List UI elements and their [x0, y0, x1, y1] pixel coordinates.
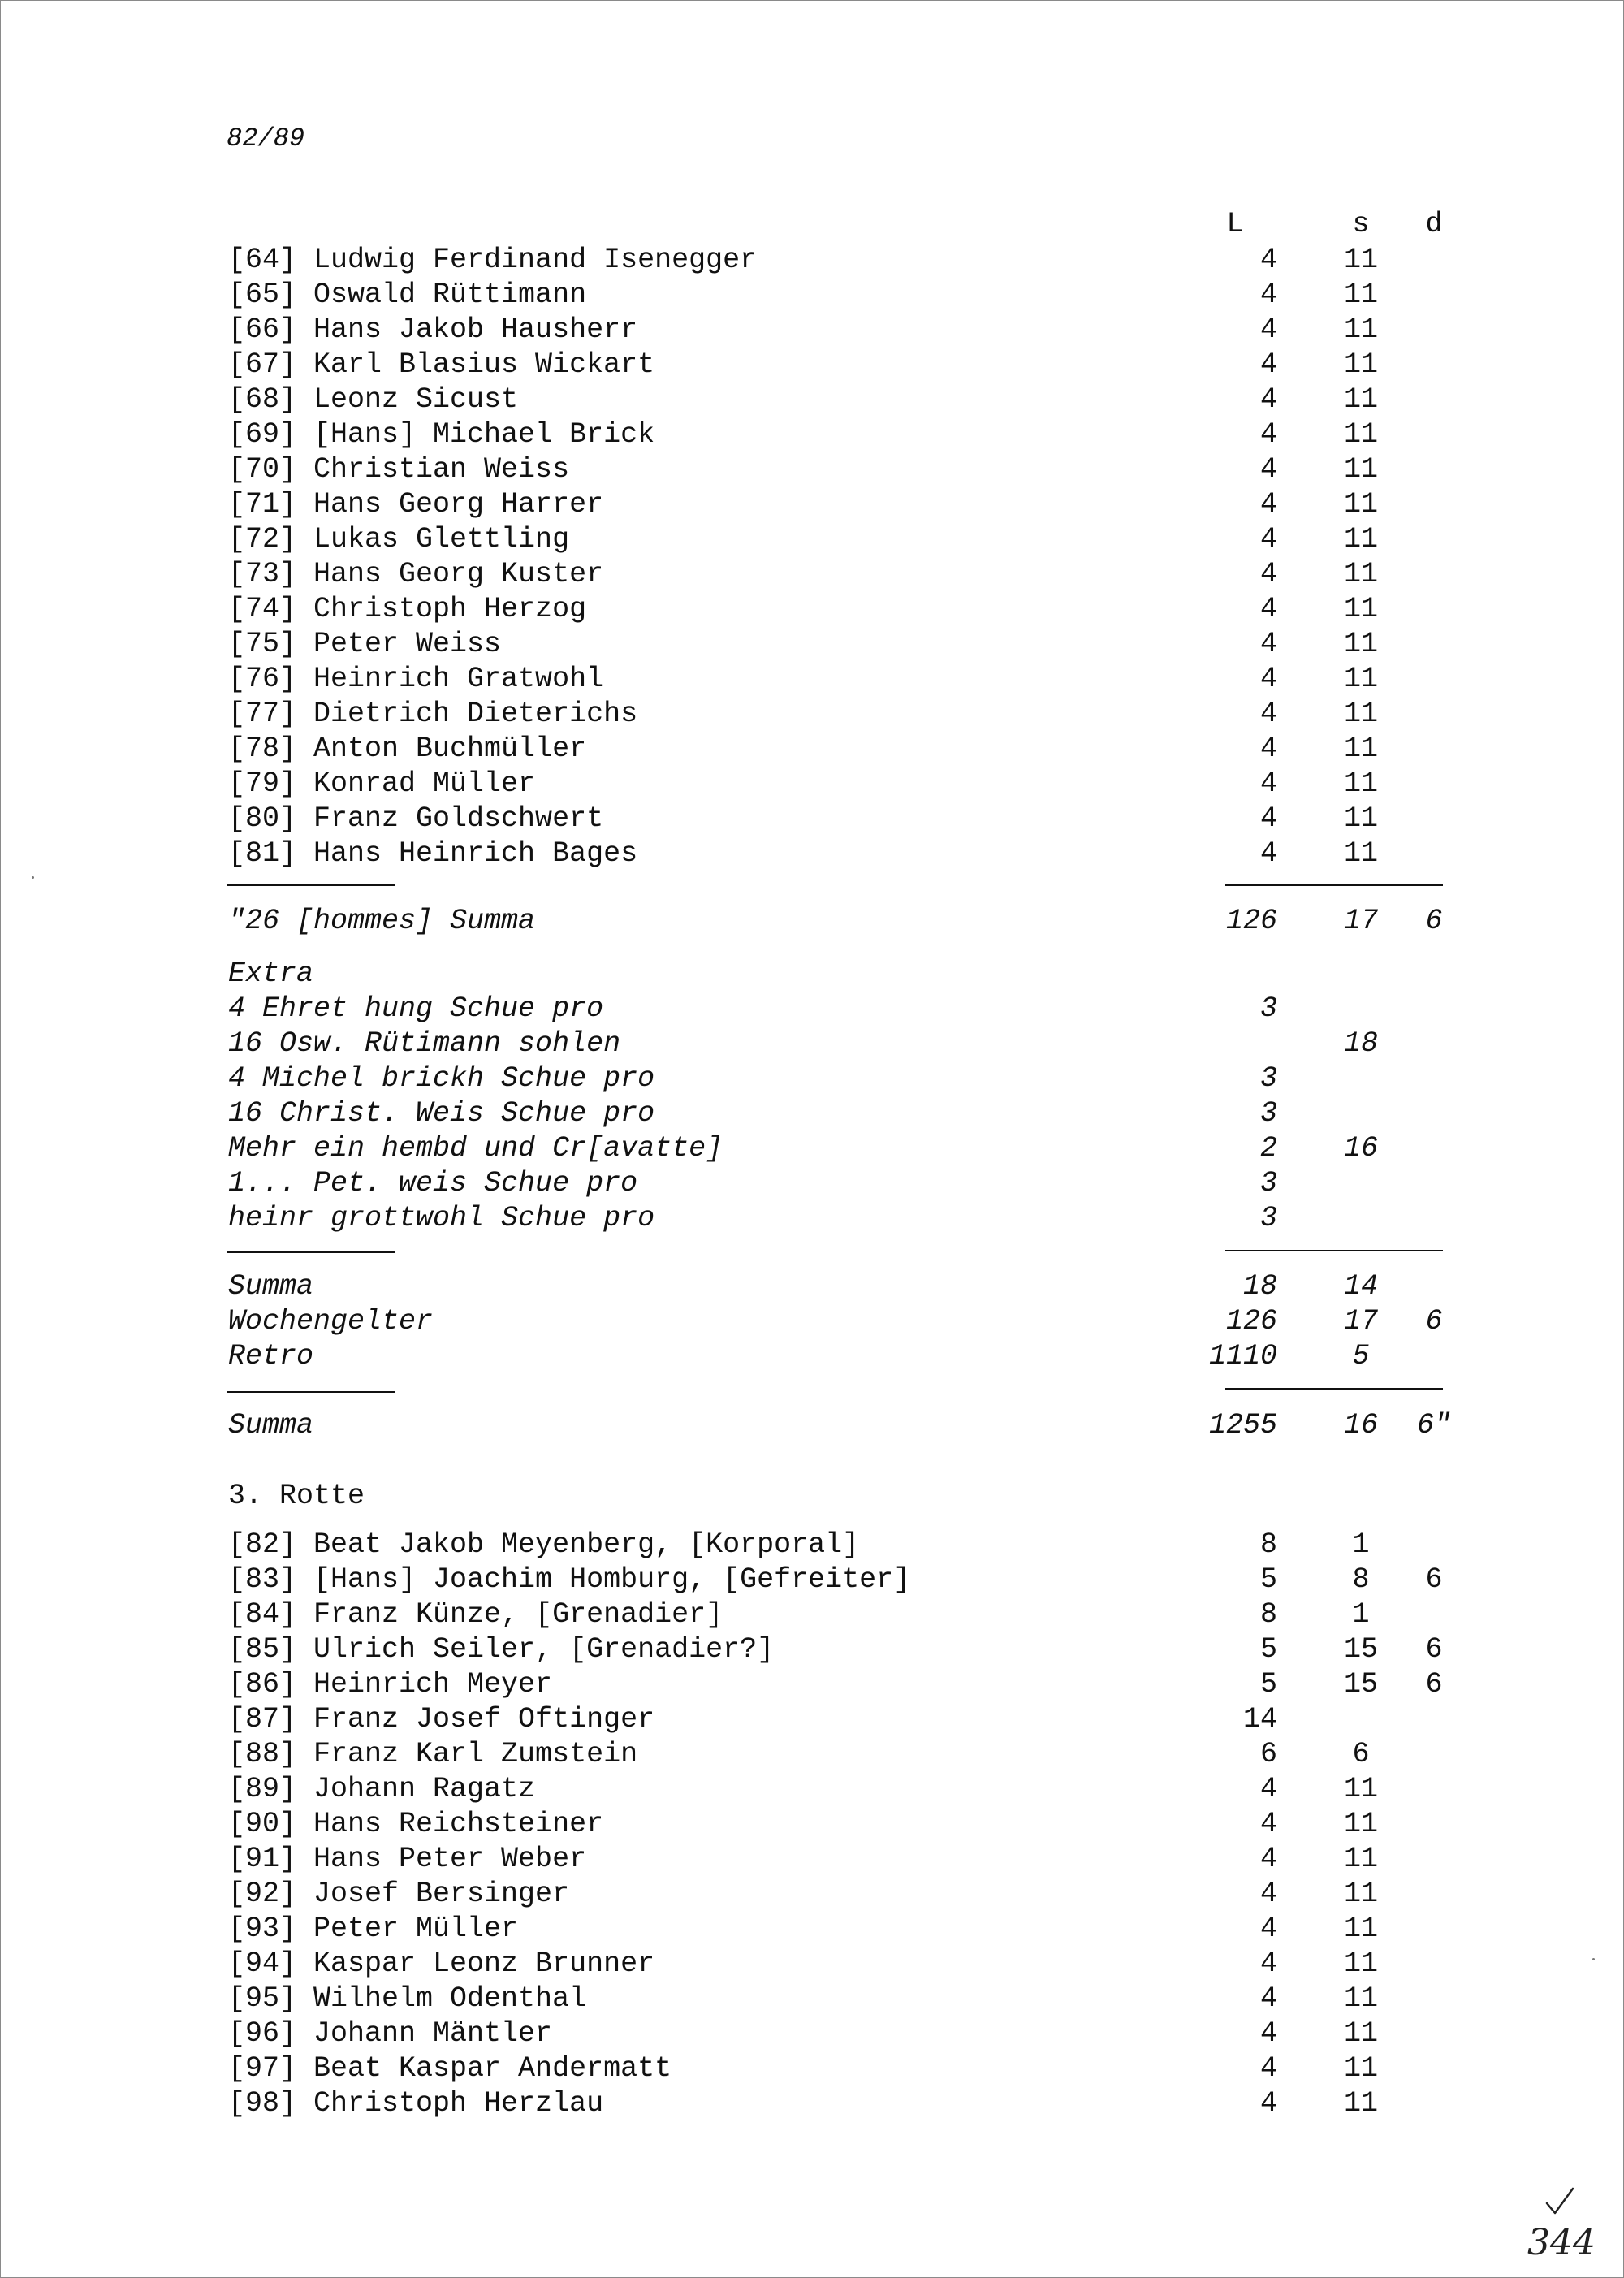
- table-row: [1, 2051, 1624, 2086]
- entry-shillings: 15: [1343, 1633, 1378, 1666]
- entry-name: 4 Michel brickh Schue pro: [228, 1062, 655, 1095]
- entry-pounds: 4: [1259, 1913, 1277, 1945]
- entry-pounds: 4: [1259, 1843, 1277, 1875]
- entry-pounds: 4: [1259, 1878, 1277, 1910]
- entry-pounds: 4: [1259, 733, 1277, 765]
- entry-shillings: 11: [1343, 2087, 1378, 2120]
- entry-pounds: 3: [1259, 1202, 1277, 1234]
- entry-pounds: 4: [1259, 698, 1277, 730]
- column-header-pounds: L: [1226, 208, 1244, 240]
- table-row: [1, 662, 1624, 697]
- entry-shillings: 14: [1343, 1270, 1378, 1303]
- entry-shillings: 11: [1343, 767, 1378, 800]
- entry-pounds: 8: [1259, 1598, 1277, 1631]
- column-header-shillings: s: [1352, 208, 1370, 240]
- entry-shillings: 11: [1343, 244, 1378, 276]
- entry-name: [68] Leonz Sicust: [228, 383, 519, 416]
- entry-pounds: 3: [1259, 1167, 1277, 1200]
- folio-number: 344: [1527, 2222, 1596, 2263]
- extra-row: [1, 1201, 1624, 1236]
- extra-row: [1, 1096, 1624, 1131]
- entry-pounds: 2: [1259, 1132, 1277, 1165]
- extra-row: [1, 1027, 1624, 1061]
- table-row: [1, 1563, 1624, 1597]
- entry-shillings: 11: [1343, 488, 1378, 521]
- table-row: [1, 1772, 1624, 1807]
- entry-name: [89] Johann Ragatz: [228, 1773, 536, 1805]
- entry-name: [66] Hans Jakob Hausherr: [228, 313, 638, 346]
- total-row: [1, 1269, 1624, 1304]
- entry-name: [93] Peter Müller: [228, 1913, 519, 1945]
- summa-final-pence: 6": [1416, 1409, 1451, 1442]
- entry-name: [86] Heinrich Meyer: [228, 1668, 553, 1701]
- entry-shillings: 5: [1352, 1340, 1370, 1372]
- checkmark-icon: [1544, 2185, 1576, 2218]
- extra-row: [1, 1131, 1624, 1166]
- entry-pounds: 3: [1259, 1062, 1277, 1095]
- table-row: [1, 1597, 1624, 1632]
- entry-name: [84] Franz Künze, [Grenadier]: [228, 1598, 723, 1631]
- extra-row: [1, 1061, 1624, 1096]
- entry-name: [82] Beat Jakob Meyenberg, [Korporal]: [228, 1528, 860, 1561]
- entry-shillings: 11: [1343, 453, 1378, 486]
- entry-shillings: 11: [1343, 733, 1378, 765]
- entry-name: [78] Anton Buchmüller: [228, 733, 587, 765]
- entry-shillings: 11: [1343, 1843, 1378, 1875]
- entry-name: [65] Oswald Rüttimann: [228, 279, 587, 311]
- entry-pounds: 4: [1259, 558, 1277, 590]
- entry-shillings: 1: [1352, 1598, 1370, 1631]
- entry-shillings: 11: [1343, 313, 1378, 346]
- entry-pounds: 4: [1259, 2052, 1277, 2085]
- entry-shillings: 18: [1343, 1027, 1378, 1060]
- extra-heading: [1, 957, 1624, 992]
- entry-shillings: 11: [1343, 2017, 1378, 2050]
- table-row: [1, 487, 1624, 522]
- entry-shillings: 11: [1343, 663, 1378, 695]
- entry-name: [92] Josef Bersinger: [228, 1878, 570, 1910]
- entry-name: [64] Ludwig Ferdinand Isenegger: [228, 244, 758, 276]
- table-row: [1, 1667, 1624, 1702]
- entry-name: [90] Hans Reichsteiner: [228, 1808, 604, 1840]
- entry-name: [87] Franz Josef Oftinger: [228, 1703, 655, 1736]
- table-row: [1, 452, 1624, 487]
- entry-shillings: 11: [1343, 628, 1378, 660]
- entry-shillings: 11: [1343, 1878, 1378, 1910]
- total-row: [1, 1304, 1624, 1339]
- entry-pounds: 4: [1259, 2087, 1277, 2120]
- entry-pounds: 4: [1259, 523, 1277, 555]
- table-row: [1, 522, 1624, 557]
- entry-name: [98] Christoph Herzlau: [228, 2087, 604, 2120]
- table-row: [1, 592, 1624, 627]
- entry-shillings: 11: [1343, 1947, 1378, 1980]
- entry-shillings: 11: [1343, 418, 1378, 451]
- extra-title: Extra: [228, 957, 314, 990]
- entry-name: [83] [Hans] Joachim Homburg, [Gefreiter]: [228, 1563, 911, 1596]
- summa-1-label: "26 [hommes] Summa: [228, 905, 536, 937]
- table-row: [1, 1842, 1624, 1877]
- entry-pounds: 5: [1259, 1563, 1277, 1596]
- column-headers: [1, 207, 1624, 242]
- summa-1-shillings: 17: [1343, 905, 1378, 937]
- entry-name: [75] Peter Weiss: [228, 628, 502, 660]
- extra-section: [1, 992, 1624, 1236]
- entry-name: [73] Hans Georg Kuster: [228, 558, 604, 590]
- entry-pounds: 4: [1259, 2017, 1277, 2050]
- entry-name: [96] Johann Mäntler: [228, 2017, 553, 2050]
- table-row: [1, 697, 1624, 732]
- entry-name: [79] Konrad Müller: [228, 767, 536, 800]
- entry-pounds: 4: [1259, 348, 1277, 381]
- speck-mark: [32, 876, 34, 879]
- table-row: [1, 1912, 1624, 1947]
- entry-shillings: 11: [1343, 698, 1378, 730]
- summa-final-row: [1, 1408, 1624, 1443]
- entry-shillings: 17: [1343, 1305, 1378, 1338]
- table-row: [1, 1982, 1624, 2016]
- divider-left: [227, 884, 395, 886]
- entry-name: [88] Franz Karl Zumstein: [228, 1738, 638, 1770]
- roll-section-1: [1, 243, 1624, 871]
- entry-shillings: 11: [1343, 558, 1378, 590]
- entry-name: [69] [Hans] Michael Brick: [228, 418, 655, 451]
- entry-name: [72] Lukas Glettling: [228, 523, 570, 555]
- entry-pounds: 3: [1259, 992, 1277, 1025]
- speck-mark: [1592, 1958, 1595, 1960]
- entry-name: [71] Hans Georg Harrer: [228, 488, 604, 521]
- rotte-heading: [1, 1479, 1624, 1514]
- entry-pounds: 4: [1259, 767, 1277, 800]
- entry-name: [91] Hans Peter Weber: [228, 1843, 587, 1875]
- extra-row: [1, 992, 1624, 1027]
- page-reference: 82/89: [227, 123, 305, 153]
- table-row: [1, 767, 1624, 802]
- table-row: [1, 627, 1624, 662]
- entry-pounds: 5: [1259, 1668, 1277, 1701]
- entry-name: [80] Franz Goldschwert: [228, 802, 604, 835]
- entry-shillings: 15: [1343, 1668, 1378, 1701]
- table-row: [1, 383, 1624, 417]
- entry-pounds: 18: [1242, 1270, 1277, 1303]
- entry-shillings: 11: [1343, 1808, 1378, 1840]
- entry-name: Retro: [228, 1340, 314, 1372]
- divider-right: [1225, 1250, 1443, 1251]
- entry-name: Summa: [228, 1270, 314, 1303]
- table-row: [1, 732, 1624, 767]
- table-row: [1, 243, 1624, 278]
- entry-name: [70] Christian Weiss: [228, 453, 570, 486]
- summa-final-shillings: 16: [1343, 1409, 1378, 1442]
- table-row: [1, 2086, 1624, 2121]
- summa-row-1: [1, 904, 1624, 939]
- divider-left: [227, 1391, 395, 1393]
- entry-pounds: 4: [1259, 802, 1277, 835]
- entry-pence: 6: [1425, 1633, 1443, 1666]
- entry-shillings: 1: [1352, 1528, 1370, 1561]
- entry-name: 4 Ehret hung Schue pro: [228, 992, 604, 1025]
- entry-name: [94] Kaspar Leonz Brunner: [228, 1947, 655, 1980]
- entry-pounds: 4: [1259, 313, 1277, 346]
- table-row: [1, 1528, 1624, 1563]
- entry-pounds: 4: [1259, 488, 1277, 521]
- table-row: [1, 1807, 1624, 1842]
- entry-pounds: 14: [1242, 1703, 1277, 1736]
- entry-name: [77] Dietrich Dieterichs: [228, 698, 638, 730]
- summa-final-pounds: 1255: [1208, 1409, 1277, 1442]
- entry-pounds: 4: [1259, 279, 1277, 311]
- divider-left: [227, 1251, 395, 1253]
- total-row: [1, 1339, 1624, 1374]
- summa-1-pence: 6: [1425, 905, 1443, 937]
- roll-section-3: [1, 1528, 1624, 2121]
- entry-shillings: 11: [1343, 802, 1378, 835]
- entry-shillings: 11: [1343, 2052, 1378, 2085]
- entry-shillings: 11: [1343, 837, 1378, 870]
- table-row: [1, 1632, 1624, 1667]
- table-row: [1, 802, 1624, 836]
- table-row: [1, 836, 1624, 871]
- table-row: [1, 1947, 1624, 1982]
- entry-name: heinr grottwohl Schue pro: [228, 1202, 655, 1234]
- entry-name: [76] Heinrich Gratwohl: [228, 663, 604, 695]
- entry-name: Wochengelter: [228, 1305, 434, 1338]
- entry-pounds: 8: [1259, 1528, 1277, 1561]
- entry-name: [95] Wilhelm Odenthal: [228, 1982, 587, 2015]
- entry-pence: 6: [1425, 1668, 1443, 1701]
- entry-shillings: 11: [1343, 383, 1378, 416]
- entry-name: 16 Christ. Weis Schue pro: [228, 1097, 655, 1130]
- entry-pounds: 4: [1259, 1982, 1277, 2015]
- table-row: [1, 1877, 1624, 1912]
- entry-name: [74] Christoph Herzog: [228, 593, 587, 625]
- table-row: [1, 348, 1624, 383]
- entry-shillings: 6: [1352, 1738, 1370, 1770]
- rotte-title: 3. Rotte: [228, 1480, 365, 1512]
- entry-shillings: 16: [1343, 1132, 1378, 1165]
- entry-name: 1... Pet. weis Schue pro: [228, 1167, 638, 1200]
- summa-1-pounds: 126: [1225, 905, 1277, 937]
- entry-shillings: 11: [1343, 1773, 1378, 1805]
- table-row: [1, 557, 1624, 592]
- entry-shillings: 11: [1343, 523, 1378, 555]
- entry-pounds: 4: [1259, 663, 1277, 695]
- entry-pence: 6: [1425, 1563, 1443, 1596]
- table-row: [1, 417, 1624, 452]
- entry-shillings: 11: [1343, 1913, 1378, 1945]
- entry-name: [67] Karl Blasius Wickart: [228, 348, 655, 381]
- entry-pounds: 6: [1259, 1738, 1277, 1770]
- entry-name: [97] Beat Kaspar Andermatt: [228, 2052, 672, 2085]
- entry-pounds: 5: [1259, 1633, 1277, 1666]
- divider-right: [1225, 1388, 1443, 1390]
- entry-name: [81] Hans Heinrich Bages: [228, 837, 638, 870]
- entry-pounds: 4: [1259, 453, 1277, 486]
- entry-pounds: 4: [1259, 628, 1277, 660]
- entry-pounds: 1110: [1208, 1340, 1277, 1372]
- entry-shillings: 11: [1343, 348, 1378, 381]
- entry-pence: 6: [1425, 1305, 1443, 1338]
- divider-right: [1225, 884, 1443, 886]
- entry-pounds: 3: [1259, 1097, 1277, 1130]
- totals-section: [1, 1269, 1624, 1374]
- entry-shillings: 11: [1343, 279, 1378, 311]
- table-row: [1, 313, 1624, 348]
- entry-pounds: 4: [1259, 1808, 1277, 1840]
- entry-pounds: 4: [1259, 593, 1277, 625]
- table-row: [1, 2016, 1624, 2051]
- table-row: [1, 1702, 1624, 1737]
- entry-pounds: 126: [1225, 1305, 1277, 1338]
- entry-shillings: 8: [1352, 1563, 1370, 1596]
- extra-row: [1, 1166, 1624, 1201]
- entry-pounds: 4: [1259, 418, 1277, 451]
- entry-pounds: 4: [1259, 1773, 1277, 1805]
- entry-pounds: 4: [1259, 383, 1277, 416]
- entry-name: 16 Osw. Rütimann sohlen: [228, 1027, 621, 1060]
- entry-name: [85] Ulrich Seiler, [Grenadier?]: [228, 1633, 775, 1666]
- table-row: [1, 278, 1624, 313]
- table-row: [1, 1737, 1624, 1772]
- entry-pounds: 4: [1259, 837, 1277, 870]
- entry-shillings: 11: [1343, 593, 1378, 625]
- summa-final-label: Summa: [228, 1409, 314, 1442]
- column-header-pence: d: [1425, 208, 1443, 240]
- entry-pounds: 4: [1259, 1947, 1277, 1980]
- entry-name: Mehr ein hembd und Cr[avatte]: [228, 1132, 723, 1165]
- entry-pounds: 4: [1259, 244, 1277, 276]
- entry-shillings: 11: [1343, 1982, 1378, 2015]
